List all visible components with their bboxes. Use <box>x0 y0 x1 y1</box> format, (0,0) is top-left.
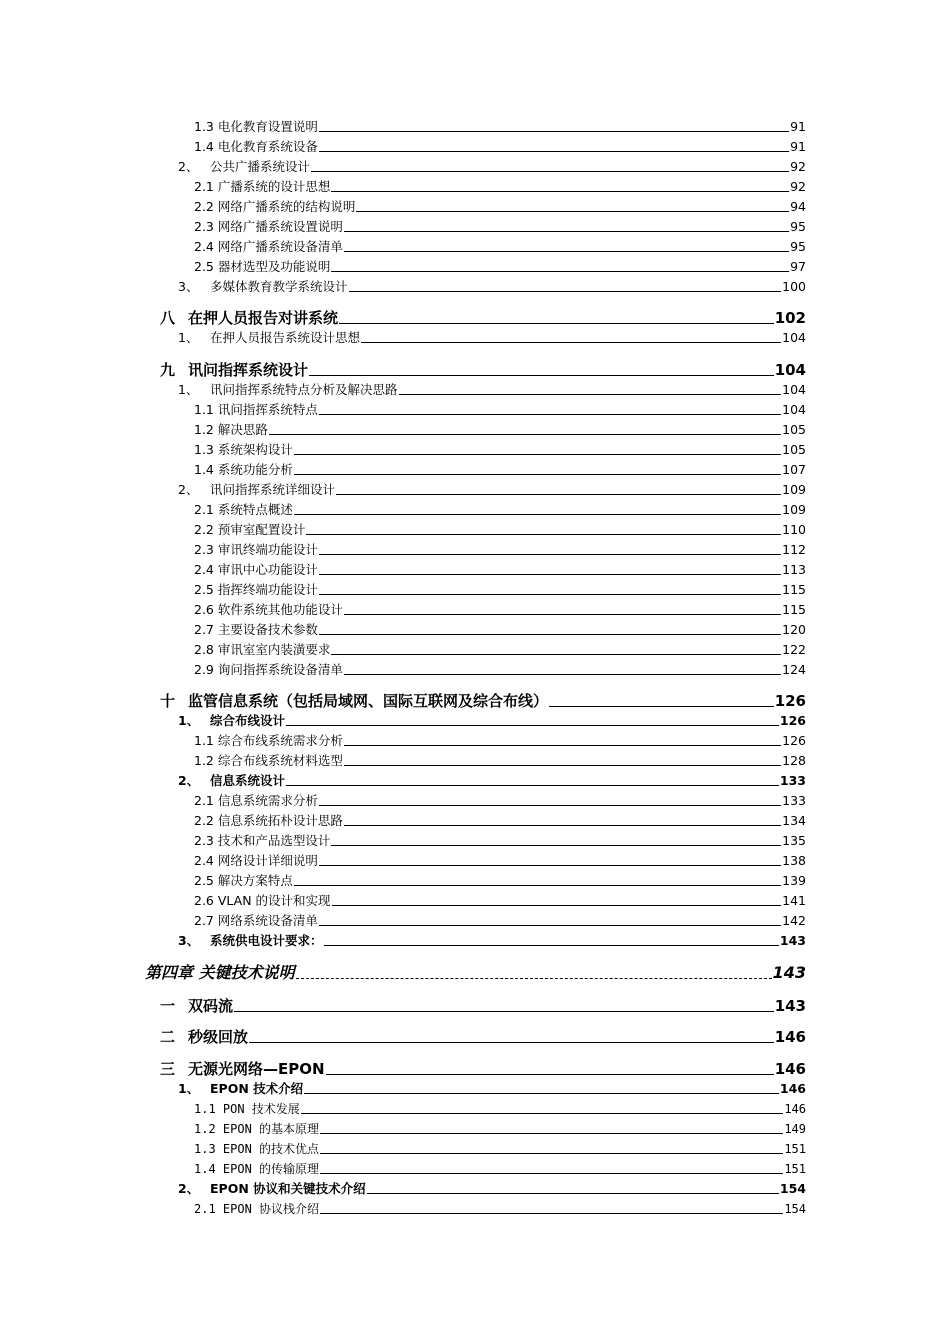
toc-entry-number: 九 <box>160 361 176 379</box>
toc-entry-title: 1.3 电化教育设置说明 <box>194 119 318 134</box>
toc-entry-label <box>178 330 360 346</box>
toc-entry-title: 2.7 主要设备技术参数 <box>194 622 318 637</box>
toc-entry[interactable] <box>194 911 806 929</box>
toc-entry-number: 1、 <box>178 330 199 345</box>
toc-entry-number: 2、 <box>178 773 200 788</box>
toc-entry[interactable] <box>194 751 806 769</box>
toc-entry-number: 2、 <box>178 482 199 497</box>
toc-entry-title: 2.2 信息系统拓朴设计思路 <box>194 813 343 828</box>
toc-entry[interactable] <box>160 358 806 380</box>
toc-entry-title: 在押人员报告系统设计思想 <box>210 330 361 345</box>
toc-leader-line <box>339 323 774 324</box>
toc-leader-line <box>344 765 781 766</box>
toc-entry-title: 1.1 PON 技术发展 <box>194 1102 300 1116</box>
toc-entry-number: 3、 <box>178 279 199 294</box>
toc-entry-title: 双码流 <box>188 997 234 1015</box>
toc-leader-line <box>269 434 781 435</box>
toc-leader-line <box>344 674 781 675</box>
toc-entry[interactable] <box>194 500 806 518</box>
toc-page-number: 94 <box>790 199 806 214</box>
toc-page-number: 142 <box>782 913 806 928</box>
toc-entry-label <box>194 402 318 418</box>
toc-page-number: 104 <box>782 402 806 417</box>
toc-entry-label <box>194 462 293 478</box>
toc-entry-number: 二 <box>160 1028 176 1046</box>
toc-leader-line <box>320 1153 783 1154</box>
toc-entry[interactable] <box>178 328 806 346</box>
toc-entry[interactable] <box>194 731 806 749</box>
toc-entry[interactable] <box>194 1159 806 1177</box>
toc-entry-label <box>194 733 343 749</box>
toc-entry-number: 一 <box>160 997 176 1015</box>
toc-entry-title: 2.1 信息系统需求分析 <box>194 793 318 808</box>
toc-leader-line <box>319 151 789 152</box>
toc-page-number: 120 <box>782 622 806 637</box>
toc-leader-line <box>344 231 789 232</box>
toc-page-number: 139 <box>782 873 806 888</box>
toc-entry-title: 多媒体教育教学系统设计 <box>210 279 348 294</box>
toc-leader-line <box>249 1042 774 1043</box>
toc-page-number: 143 <box>772 963 806 982</box>
toc-page-number: 97 <box>790 259 806 274</box>
toc-page-number: 105 <box>782 442 806 457</box>
toc-entry-title: 监管信息系统（包括局域网、国际互联网及综合布线） <box>188 692 549 710</box>
toc-page-number: 95 <box>790 239 806 254</box>
toc-leader-line <box>549 706 774 707</box>
toc-page-number: 154 <box>779 1181 806 1196</box>
toc-entry[interactable] <box>194 891 806 909</box>
toc-entry[interactable] <box>178 711 806 729</box>
toc-entry-title: 1.2 EPON 的基本原理 <box>194 1122 320 1136</box>
toc-entry-title: 1.3 EPON 的技术优点 <box>194 1142 320 1156</box>
toc-entry[interactable] <box>194 1099 806 1117</box>
toc-page-number: 122 <box>782 642 806 657</box>
toc-entry[interactable] <box>178 931 806 949</box>
toc-leader-line <box>234 1011 774 1012</box>
toc-entry-title: 1.1 综合布线系统需求分析 <box>194 733 343 748</box>
toc-leader-line <box>319 414 781 415</box>
toc-entry[interactable] <box>194 600 806 618</box>
toc-leader-line <box>309 375 774 376</box>
toc-entry[interactable] <box>160 306 806 328</box>
toc-page-number: 91 <box>790 139 806 154</box>
toc-page-number: 128 <box>782 753 806 768</box>
toc-entry-title: 2.8 审讯室室内装潢要求 <box>194 642 331 657</box>
toc-entry[interactable] <box>194 660 806 678</box>
toc-page-number: 109 <box>782 502 806 517</box>
toc-entry-title: 1.4 EPON 的传输原理 <box>194 1162 320 1176</box>
toc-leader-line <box>367 1193 779 1194</box>
toc-leader-line <box>349 291 782 292</box>
toc-entry[interactable] <box>194 400 806 418</box>
toc-entry[interactable] <box>178 480 806 498</box>
toc-entry[interactable] <box>178 277 806 295</box>
toc-page-number: 102 <box>774 309 806 327</box>
toc-leader-line <box>319 865 781 866</box>
toc-entry-title: 系统供电设计要求： <box>210 933 323 948</box>
toc-page-number: 104 <box>774 361 806 379</box>
toc-entry-label <box>194 522 305 538</box>
toc-page-number: 115 <box>782 602 806 617</box>
toc-entry-title: 2.1 EPON 协议栈介绍 <box>194 1202 320 1216</box>
toc-entry-label <box>160 996 233 1016</box>
toc-entry-label <box>194 642 330 658</box>
toc-page-number: 110 <box>782 522 806 537</box>
toc-entry-label <box>194 913 318 929</box>
toc-entry-number: 三 <box>160 1060 176 1078</box>
toc-page-number: 100 <box>782 279 806 294</box>
toc-entry-label <box>194 753 343 769</box>
toc-leader-line <box>319 634 781 635</box>
toc-leader-line <box>331 191 789 192</box>
toc-leader-line <box>320 1133 783 1134</box>
toc-page-number: 149 <box>784 1122 806 1136</box>
toc-entry-title: 2.4 网络设计详细说明 <box>194 853 318 868</box>
toc-page-number: 133 <box>782 793 806 808</box>
toc-page-number: 143 <box>779 933 806 948</box>
toc-entry-label <box>194 893 331 909</box>
toc-entry-title: 2.9 询问指挥系统设备清单 <box>194 662 343 677</box>
toc-entry-title: 1.2 综合布线系统材料选型 <box>194 753 343 768</box>
toc-leader-line <box>294 514 781 515</box>
toc-page-number: 133 <box>779 773 806 788</box>
toc-entry-title: 2.3 技术和产品选型设计 <box>194 833 331 848</box>
toc-entry[interactable] <box>194 580 806 598</box>
toc-leader-line <box>332 905 782 906</box>
toc-page-number: 126 <box>779 713 806 728</box>
toc-entry-title: 2.2 网络广播系统的结构说明 <box>194 199 356 214</box>
toc-entry-title: 2.3 网络广播系统设置说明 <box>194 219 343 234</box>
toc-entry-title: 2.4 审讯中心功能设计 <box>194 562 318 577</box>
toc-entry-label <box>194 622 318 638</box>
toc-page-number: 146 <box>784 1102 806 1116</box>
toc-entry-label <box>178 279 348 295</box>
toc-entry-number: 1、 <box>178 713 200 728</box>
toc-entry[interactable] <box>160 994 806 1016</box>
toc-entry-number: 2、 <box>178 1181 200 1196</box>
toc-leader-line <box>344 614 781 615</box>
toc-entry-title: 2.6 软件系统其他功能设计 <box>194 602 343 617</box>
toc-entry[interactable] <box>194 520 806 538</box>
toc-entry-label <box>160 360 308 380</box>
toc-entry-label <box>194 853 318 869</box>
toc-entry[interactable] <box>194 1199 806 1217</box>
toc-leader-line <box>361 342 781 343</box>
toc-entry[interactable] <box>194 560 806 578</box>
toc-entry-title: 1.4 系统功能分析 <box>194 462 293 477</box>
toc-entry[interactable] <box>194 177 806 195</box>
toc-entry[interactable] <box>194 620 806 638</box>
toc-leader-line <box>319 574 781 575</box>
toc-entry-label <box>194 562 318 578</box>
toc-entry[interactable] <box>194 791 806 809</box>
toc-page-number: 124 <box>782 662 806 677</box>
toc-entry-title: 2.6 VLAN 的设计和实现 <box>194 893 331 908</box>
toc-page-number: 141 <box>782 893 806 908</box>
toc-entry-title: 2.1 系统特点概述 <box>194 502 293 517</box>
toc-entry-label <box>194 139 318 155</box>
toc-entry-title: 公共广播系统设计 <box>210 159 311 174</box>
toc-entry-label <box>160 1027 248 1047</box>
toc-entry[interactable] <box>194 137 806 155</box>
toc-page-number: 146 <box>774 1060 806 1078</box>
toc-entry-label <box>194 813 343 829</box>
toc-leader-line <box>331 271 789 272</box>
toc-page-number: 91 <box>790 119 806 134</box>
toc-entry-title: 2.3 审讯终端功能设计 <box>194 542 318 557</box>
toc-entry[interactable] <box>194 460 806 478</box>
toc-leader-line <box>294 474 781 475</box>
toc-entry-title: 1.4 电化教育系统设备 <box>194 139 318 154</box>
toc-entry-label <box>178 159 310 175</box>
toc-entry-title: 2.2 预审室配置设计 <box>194 522 306 537</box>
toc-entry-title: 讯问指挥系统详细设计 <box>210 482 336 497</box>
toc-entry[interactable] <box>178 157 806 175</box>
toc-entry-label <box>194 582 318 598</box>
toc-entry-label <box>178 382 398 398</box>
toc-entry-number: 八 <box>160 309 176 327</box>
toc-entry[interactable] <box>194 540 806 558</box>
toc-page-number: 143 <box>774 997 806 1015</box>
toc-entry[interactable] <box>160 1025 806 1047</box>
toc-leader-line <box>320 1213 783 1214</box>
toc-page-number: 146 <box>774 1028 806 1046</box>
toc-entry-title: 信息系统设计 <box>210 773 286 788</box>
toc-entry-number: 1、 <box>178 1081 200 1096</box>
toc-leader-line <box>304 1093 779 1094</box>
toc-entry-title: 2.5 解决方案特点 <box>194 873 293 888</box>
toc-entry-title: 2.5 指挥终端功能设计 <box>194 582 318 597</box>
toc-leader-line <box>306 534 781 535</box>
toc-page-number: 92 <box>790 159 806 174</box>
toc-entry-label <box>194 873 293 889</box>
toc-entry-title: 2.7 网络系统设备清单 <box>194 913 318 928</box>
toc-entry-label <box>145 962 295 984</box>
toc-leader-line <box>294 454 781 455</box>
toc-leader-line <box>331 845 781 846</box>
toc-page-number: 135 <box>782 833 806 848</box>
toc-entry[interactable] <box>194 237 806 255</box>
toc-entry-label <box>194 1101 300 1117</box>
toc-page-number: 115 <box>782 582 806 597</box>
toc-page-number: 104 <box>782 382 806 397</box>
toc-entry[interactable] <box>194 1119 806 1137</box>
toc-leader-line <box>326 1074 774 1075</box>
toc-entry-label <box>194 1201 319 1217</box>
toc-entry-label <box>194 119 318 135</box>
toc-page-number: 95 <box>790 219 806 234</box>
toc-leader-line <box>320 1173 783 1174</box>
toc-leader-line <box>319 554 781 555</box>
toc-entry-label <box>194 1121 319 1137</box>
toc-entry-label <box>178 1081 303 1097</box>
toc-leader-line <box>344 251 789 252</box>
toc-entry[interactable] <box>194 1139 806 1157</box>
toc-entry-label <box>194 442 293 458</box>
toc-leader-line <box>356 211 789 212</box>
toc-leader-line <box>399 394 782 395</box>
toc-entry-label <box>160 1059 325 1079</box>
toc-entry-label <box>194 602 343 618</box>
toc-entry[interactable] <box>194 640 806 658</box>
toc-leader-line <box>336 494 781 495</box>
toc-leader-line <box>319 925 781 926</box>
toc-entry[interactable] <box>178 771 806 789</box>
toc-page-number: 113 <box>782 562 806 577</box>
toc-entry-label <box>194 662 343 678</box>
toc-entry-title: 讯问指挥系统特点分析及解决思路 <box>210 382 398 397</box>
toc-entry-title: 2.5 器材选型及功能说明 <box>194 259 331 274</box>
toc-entry-label <box>194 542 318 558</box>
toc-entry-label <box>194 239 343 255</box>
toc-entry-title: 1.1 讯问指挥系统特点 <box>194 402 318 417</box>
toc-leader-line <box>344 825 781 826</box>
toc-page-number: 126 <box>774 692 806 710</box>
toc-entry-label <box>194 259 330 275</box>
toc-entry-label <box>194 1161 319 1177</box>
toc-page-number: 151 <box>784 1162 806 1176</box>
toc-entry[interactable] <box>178 1179 806 1197</box>
toc-leader-line <box>319 805 781 806</box>
toc-entry-label <box>194 833 330 849</box>
toc-entry-title: 讯问指挥系统设计 <box>188 361 309 379</box>
toc-entry-number: 十 <box>160 692 176 710</box>
toc-page-number: 92 <box>790 179 806 194</box>
toc-entry-label <box>178 482 335 498</box>
toc-entry-label <box>194 179 330 195</box>
toc-entry[interactable] <box>194 257 806 275</box>
toc-entry[interactable] <box>194 811 806 829</box>
toc-entry-label <box>178 933 323 949</box>
toc-entry-title: 综合布线设计 <box>210 713 286 728</box>
toc-entry-number: 2、 <box>178 159 199 174</box>
toc-entry[interactable] <box>194 197 806 215</box>
toc-leader-line <box>286 785 779 786</box>
toc-page-number: 151 <box>784 1142 806 1156</box>
toc-entry-label <box>178 713 285 729</box>
toc-entry[interactable] <box>178 1079 806 1097</box>
toc-entry-label <box>194 199 355 215</box>
toc-leader-line <box>294 885 781 886</box>
toc-entry-title: 秒级回放 <box>188 1028 249 1046</box>
toc-entry-label <box>160 308 338 328</box>
toc-entry[interactable] <box>194 851 806 869</box>
toc-page-number: 154 <box>784 1202 806 1216</box>
toc-page-number: 109 <box>782 482 806 497</box>
toc-entry-number: 3、 <box>178 933 200 948</box>
toc-entry[interactable] <box>160 689 806 711</box>
toc-page-number: 126 <box>782 733 806 748</box>
toc-leader-line <box>311 171 789 172</box>
toc-page-number: 112 <box>782 542 806 557</box>
toc-page-number: 146 <box>779 1081 806 1096</box>
toc-entry-label <box>194 1141 319 1157</box>
toc-entry-label <box>160 691 548 711</box>
toc-entry[interactable] <box>194 217 806 235</box>
toc-leader-line <box>296 978 772 979</box>
toc-leader-line <box>286 725 779 726</box>
toc-leader-line <box>301 1113 784 1114</box>
toc-entry[interactable] <box>194 871 806 889</box>
toc-entry[interactable] <box>194 117 806 135</box>
toc-page-number: 107 <box>782 462 806 477</box>
toc-page-number: 105 <box>782 422 806 437</box>
toc-entry-label <box>194 422 268 438</box>
toc-leader-line <box>319 594 781 595</box>
toc-entry-title: 1.3 系统架构设计 <box>194 442 293 457</box>
toc-page-number: 104 <box>782 330 806 345</box>
toc-entry-title: 2.1 广播系统的设计思想 <box>194 179 331 194</box>
toc-entry-title: EPON 协议和关键技术介绍 <box>210 1181 366 1196</box>
toc-entry[interactable] <box>178 380 806 398</box>
toc-leader-line <box>344 745 781 746</box>
toc-entry-title: 2.4 网络广播系统设备清单 <box>194 239 343 254</box>
toc-entry-label <box>194 793 318 809</box>
toc-leader-line <box>331 654 781 655</box>
toc-entry-title: 1.2 解决思路 <box>194 422 268 437</box>
toc-page-number: 134 <box>782 813 806 828</box>
toc-entry[interactable] <box>194 440 806 458</box>
toc-page-number: 138 <box>782 853 806 868</box>
toc-entry-label <box>194 219 343 235</box>
toc-entry[interactable] <box>145 960 806 984</box>
toc-entry-label <box>178 1181 366 1197</box>
toc-entry-title: EPON 技术介绍 <box>210 1081 304 1096</box>
toc-leader-line <box>319 131 789 132</box>
toc-leader-line <box>324 945 779 946</box>
toc-entry[interactable] <box>160 1057 806 1079</box>
toc-entry[interactable] <box>194 831 806 849</box>
toc-entry-number: 1、 <box>178 382 199 397</box>
toc-entry-title: 在押人员报告对讲系统 <box>188 309 339 327</box>
toc-entry-label <box>178 773 285 789</box>
toc-entry-label <box>194 502 293 518</box>
toc-entry-title: 第四章 关键技术说明 <box>145 963 295 982</box>
toc-entry-title: 无源光网络—EPON <box>188 1060 325 1078</box>
toc-entry[interactable] <box>194 420 806 438</box>
